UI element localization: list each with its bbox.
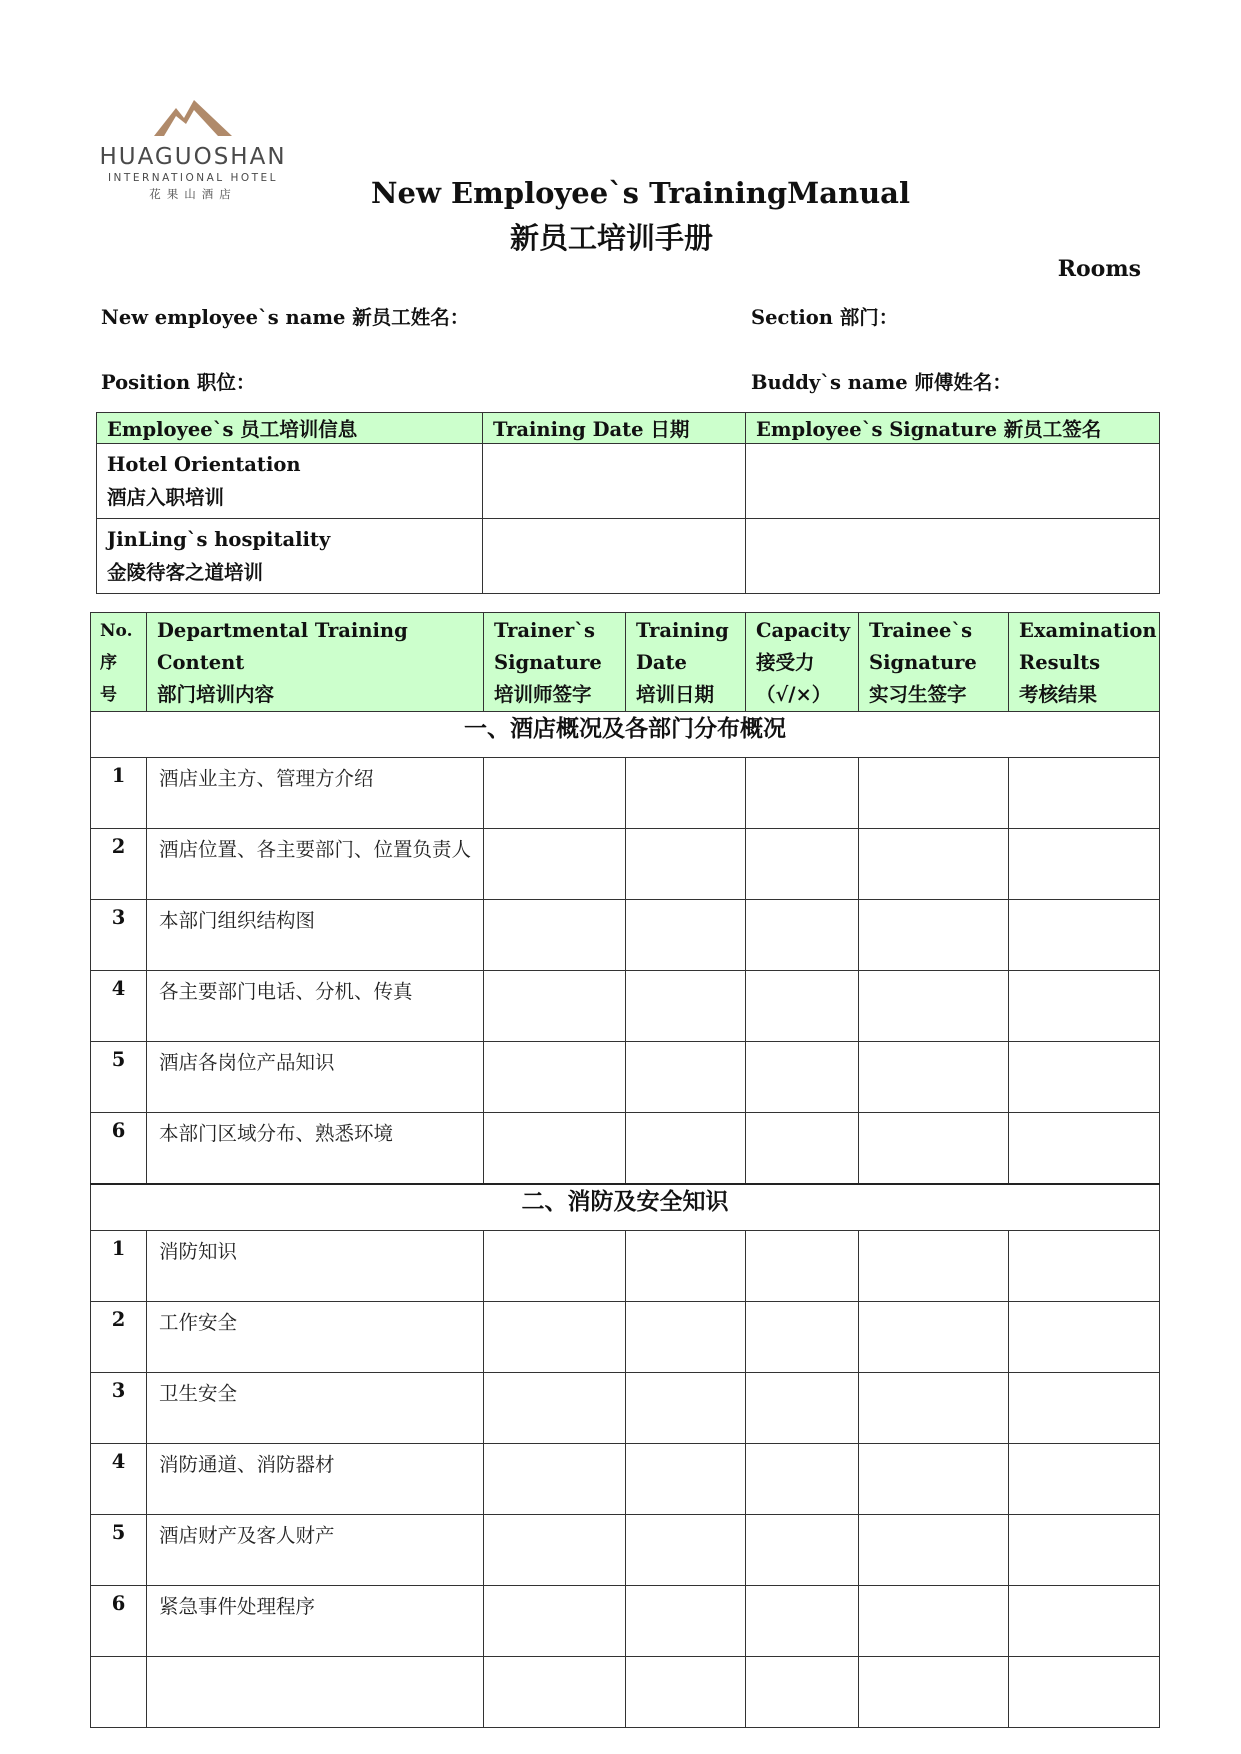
- header-line: 号: [100, 685, 117, 705]
- logo-chinese-name: 花果山酒店: [149, 187, 237, 201]
- section-title: 二、消防及安全知识: [91, 1184, 1160, 1231]
- trainee-signature-cell[interactable]: [859, 971, 1009, 1042]
- item-number: 6: [91, 1113, 147, 1185]
- trainee-signature-cell[interactable]: [859, 1231, 1009, 1302]
- examination-cell[interactable]: [1009, 1444, 1160, 1515]
- trainee-signature-cell[interactable]: [859, 900, 1009, 971]
- trainee-signature-cell[interactable]: [859, 1444, 1009, 1515]
- mountain-logo-icon: [154, 98, 232, 138]
- info-signature-cell[interactable]: [746, 519, 1160, 594]
- trainee-signature-cell[interactable]: [859, 1302, 1009, 1373]
- page-title-english: New Employee`s TrainingManual: [370, 176, 910, 210]
- capacity-cell[interactable]: [746, 900, 859, 971]
- header-line: Examination: [1019, 619, 1157, 642]
- header-line: Capacity: [756, 619, 851, 642]
- header-line: No.: [100, 621, 133, 641]
- info-training-name: [97, 519, 483, 594]
- capacity-cell[interactable]: [746, 1042, 859, 1113]
- info-signature-cell[interactable]: [746, 444, 1160, 519]
- item-content: 卫生安全: [147, 1373, 484, 1444]
- training-date-cell[interactable]: [626, 971, 746, 1042]
- section-title: 一、酒店概况及各部门分布概况: [91, 712, 1160, 758]
- info-header-signature: Employee`s Signature 新员工签名: [746, 413, 1160, 444]
- training-date-cell[interactable]: [626, 1373, 746, 1444]
- table-row: [91, 1042, 1160, 1113]
- table-row: [91, 1586, 1160, 1657]
- trainer-signature-cell[interactable]: [484, 1515, 626, 1586]
- examination-cell[interactable]: [1009, 1373, 1160, 1444]
- table-row: [91, 829, 1160, 900]
- item-content: 紧急事件处理程序: [147, 1586, 484, 1657]
- trainer-signature-cell[interactable]: [484, 1113, 626, 1185]
- examination-cell[interactable]: [1009, 1231, 1160, 1302]
- trainee-signature-cell[interactable]: [859, 1515, 1009, 1586]
- department-tag: Rooms: [1057, 256, 1141, 282]
- examination-cell[interactable]: [1009, 1515, 1160, 1586]
- info-training-cn: 金陵待客之道培训: [107, 561, 264, 584]
- table-row: [91, 1113, 1160, 1185]
- item-content[interactable]: [147, 1657, 484, 1728]
- training-date-cell[interactable]: [626, 1444, 746, 1515]
- info-date-cell[interactable]: [483, 444, 746, 519]
- training-date-cell[interactable]: [626, 1302, 746, 1373]
- item-content: 酒店财产及客人财产: [147, 1515, 484, 1586]
- trainer-signature-cell[interactable]: [484, 1042, 626, 1113]
- training-date-cell[interactable]: [626, 829, 746, 900]
- examination-cell[interactable]: [1009, 1657, 1160, 1728]
- header-line: （√/×）: [756, 683, 832, 706]
- position-label: Position 职位：: [101, 371, 256, 394]
- info-training-cn: 酒店入职培训: [107, 486, 225, 509]
- capacity-cell[interactable]: [746, 1113, 859, 1185]
- logo-subtitle: INTERNATIONAL HOTEL: [107, 172, 279, 184]
- col-header-trainee-signature: [859, 613, 1009, 712]
- item-content: 酒店业主方、管理方介绍: [147, 758, 484, 829]
- info-training-en: JinLing`s hospitality: [107, 528, 331, 551]
- training-date-cell[interactable]: [626, 900, 746, 971]
- item-content: 酒店位置、各主要部门、位置负责人: [147, 829, 484, 900]
- table-row: [91, 758, 1160, 829]
- buddy-name-label: Buddy`s name 师傅姓名：: [751, 371, 1012, 394]
- header-line: Signature: [869, 651, 977, 674]
- header-line: 考核结果: [1019, 683, 1098, 706]
- info-header-training: Employee`s 员工培训信息: [97, 413, 483, 444]
- item-number: 3: [91, 1373, 147, 1444]
- examination-cell[interactable]: [1009, 758, 1160, 829]
- trainer-signature-cell[interactable]: [484, 971, 626, 1042]
- trainer-signature-cell[interactable]: [484, 1231, 626, 1302]
- item-number: 2: [91, 1302, 147, 1373]
- trainee-signature-cell[interactable]: [859, 1042, 1009, 1113]
- table-row: [91, 900, 1160, 971]
- training-date-cell[interactable]: [626, 1231, 746, 1302]
- table-row: [97, 519, 1160, 594]
- info-date-cell[interactable]: [483, 519, 746, 594]
- header-line: Training: [636, 619, 729, 642]
- header-line: 实习生签字: [869, 683, 967, 706]
- page-title-chinese: 新员工培训手册: [509, 221, 713, 255]
- examination-cell[interactable]: [1009, 1113, 1160, 1185]
- item-number: 1: [91, 758, 147, 829]
- examination-cell[interactable]: [1009, 1586, 1160, 1657]
- capacity-cell[interactable]: [746, 1444, 859, 1515]
- table-row: [97, 444, 1160, 519]
- training-table: [90, 612, 1160, 1728]
- col-header-examination: [1009, 613, 1160, 712]
- table-row: [91, 1515, 1160, 1586]
- examination-cell[interactable]: [1009, 829, 1160, 900]
- table-row: [91, 971, 1160, 1042]
- trainee-signature-cell[interactable]: [859, 1113, 1009, 1185]
- item-content: 本部门组织结构图: [147, 900, 484, 971]
- capacity-cell[interactable]: [746, 1586, 859, 1657]
- capacity-cell[interactable]: [746, 971, 859, 1042]
- col-header-trainer-signature: [484, 613, 626, 712]
- info-training-en: Hotel Orientation: [107, 453, 301, 476]
- item-number: [91, 1657, 147, 1728]
- table-row-empty: [91, 1657, 1160, 1728]
- table-row: [91, 1302, 1160, 1373]
- capacity-cell[interactable]: [746, 1373, 859, 1444]
- item-number: 1: [91, 1231, 147, 1302]
- examination-cell[interactable]: [1009, 971, 1160, 1042]
- item-content: 本部门区域分布、熟悉环境: [147, 1113, 484, 1185]
- table-row: [91, 1231, 1160, 1302]
- employee-info-table: [96, 412, 1160, 594]
- logo-name: HUAGUOSHAN: [99, 144, 287, 170]
- trainee-signature-cell[interactable]: [859, 1373, 1009, 1444]
- training-date-cell[interactable]: [626, 1586, 746, 1657]
- table-row: [91, 1444, 1160, 1515]
- item-number: 2: [91, 829, 147, 900]
- header-line: 接受力: [756, 651, 815, 674]
- training-date-cell[interactable]: [626, 1515, 746, 1586]
- training-date-cell[interactable]: [626, 1113, 746, 1185]
- examination-cell[interactable]: [1009, 1042, 1160, 1113]
- col-header-no: [91, 613, 147, 712]
- item-number: 3: [91, 900, 147, 971]
- item-content: 消防通道、消防器材: [147, 1444, 484, 1515]
- trainee-signature-cell[interactable]: [859, 758, 1009, 829]
- item-content: 工作安全: [147, 1302, 484, 1373]
- capacity-cell[interactable]: [746, 829, 859, 900]
- trainer-signature-cell[interactable]: [484, 1373, 626, 1444]
- trainer-signature-cell[interactable]: [484, 1302, 626, 1373]
- header-line: Results: [1019, 651, 1101, 674]
- item-number: 5: [91, 1515, 147, 1586]
- training-date-cell[interactable]: [626, 1657, 746, 1728]
- header-line: 部门培训内容: [157, 683, 275, 706]
- item-number: 4: [91, 1444, 147, 1515]
- capacity-cell[interactable]: [746, 1231, 859, 1302]
- header-line: Date: [636, 651, 687, 674]
- training-date-cell[interactable]: [626, 758, 746, 829]
- header-line: Trainee`s: [869, 619, 973, 642]
- table-row: [91, 1373, 1160, 1444]
- examination-cell[interactable]: [1009, 900, 1160, 971]
- item-content: 酒店各岗位产品知识: [147, 1042, 484, 1113]
- employee-name-label: New employee`s name 新员工姓名：: [101, 306, 470, 329]
- info-training-name: [97, 444, 483, 519]
- header-line: 培训日期: [636, 683, 715, 706]
- training-date-cell[interactable]: [626, 1042, 746, 1113]
- col-header-capacity: [746, 613, 859, 712]
- header-line: Trainer`s: [494, 619, 595, 642]
- capacity-cell[interactable]: [746, 758, 859, 829]
- trainer-signature-cell[interactable]: [484, 1444, 626, 1515]
- capacity-cell[interactable]: [746, 1657, 859, 1728]
- trainer-signature-cell[interactable]: [484, 1657, 626, 1728]
- trainer-signature-cell[interactable]: [484, 829, 626, 900]
- item-content: 消防知识: [147, 1231, 484, 1302]
- trainer-signature-cell[interactable]: [484, 758, 626, 829]
- info-header-date: Training Date 日期: [483, 413, 746, 444]
- capacity-cell[interactable]: [746, 1302, 859, 1373]
- trainee-signature-cell[interactable]: [859, 829, 1009, 900]
- item-number: 6: [91, 1586, 147, 1657]
- section-label: Section 部门：: [751, 306, 899, 329]
- col-header-content: [147, 613, 484, 712]
- header-line: Departmental Training Content: [157, 619, 408, 674]
- item-content: 各主要部门电话、分机、传真: [147, 971, 484, 1042]
- item-number: 5: [91, 1042, 147, 1113]
- col-header-training-date: [626, 613, 746, 712]
- examination-cell[interactable]: [1009, 1302, 1160, 1373]
- capacity-cell[interactable]: [746, 1515, 859, 1586]
- trainer-signature-cell[interactable]: [484, 900, 626, 971]
- header-line: 序: [100, 653, 117, 673]
- header-line: Signature: [494, 651, 602, 674]
- header-line: 培训师签字: [494, 683, 592, 706]
- trainee-signature-cell[interactable]: [859, 1586, 1009, 1657]
- trainee-signature-cell[interactable]: [859, 1657, 1009, 1728]
- trainer-signature-cell[interactable]: [484, 1586, 626, 1657]
- item-number: 4: [91, 971, 147, 1042]
